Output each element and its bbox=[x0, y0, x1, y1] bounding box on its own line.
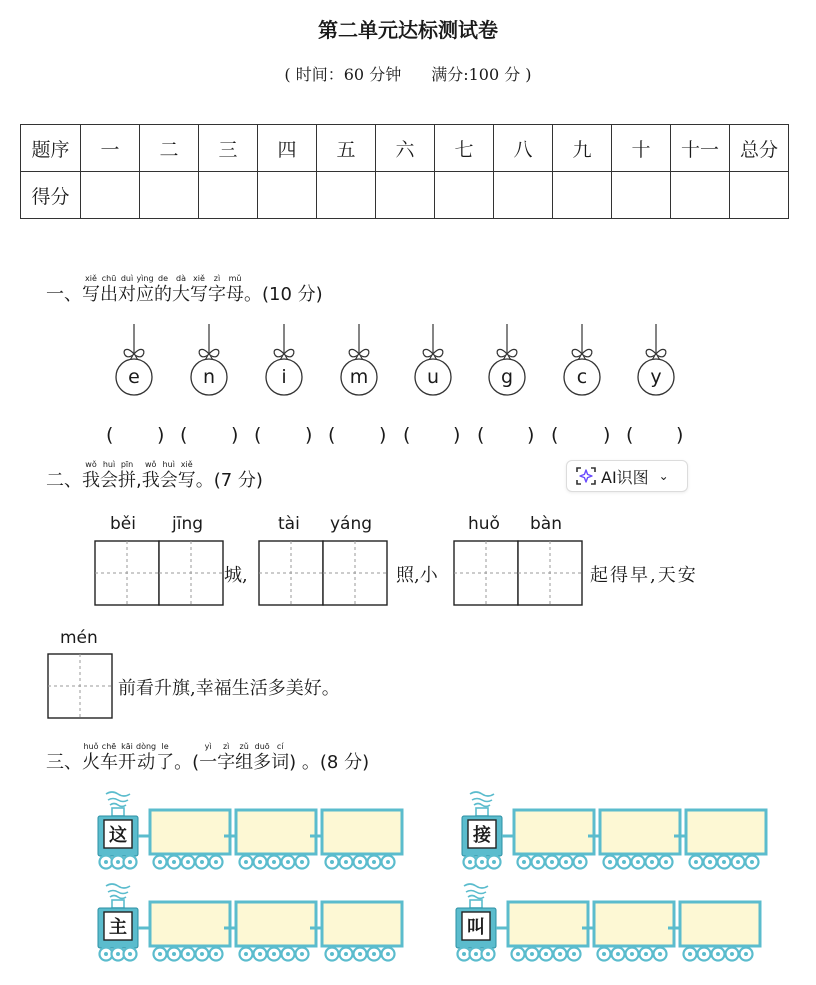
paren-open: ( bbox=[477, 424, 485, 446]
ai-button-label: AI识图 bbox=[601, 467, 649, 487]
ruby-char: zì 字 bbox=[208, 274, 226, 305]
time-limit: ( 时间：60 分钟 bbox=[284, 65, 402, 84]
letter-ornament bbox=[339, 324, 379, 396]
table-cell: 总分 bbox=[730, 125, 789, 172]
paren-open: ( bbox=[626, 424, 634, 446]
score-cell[interactable] bbox=[671, 172, 730, 219]
train bbox=[94, 788, 410, 876]
ruby-char: dòng 动 bbox=[136, 742, 157, 773]
ruby-char: xiě 写 bbox=[190, 274, 208, 305]
letter-ornament bbox=[264, 324, 304, 396]
table-cell: 十 bbox=[612, 125, 671, 172]
score-cell[interactable] bbox=[494, 172, 553, 219]
letter-text: y bbox=[650, 366, 662, 388]
section-number: 二、 bbox=[46, 470, 82, 491]
score-cell[interactable] bbox=[199, 172, 258, 219]
ruby-char: huì 会 bbox=[159, 460, 178, 491]
answer-blank[interactable] bbox=[491, 424, 525, 448]
paren-close: ) bbox=[157, 424, 165, 446]
paren-open: ( bbox=[403, 424, 411, 446]
letter-text: e bbox=[128, 366, 140, 388]
letter-ornament bbox=[636, 324, 676, 396]
ruby-char: huì 会 bbox=[100, 460, 118, 491]
table-cell: 七 bbox=[435, 125, 494, 172]
paren-close: ) bbox=[453, 424, 461, 446]
train-car-answer-box[interactable] bbox=[682, 904, 758, 944]
score-cell[interactable] bbox=[612, 172, 671, 219]
ruby-char: pīn 拼 bbox=[118, 460, 136, 491]
ruby-char: chū 出 bbox=[100, 274, 118, 305]
ai-recognize-button[interactable] bbox=[566, 460, 688, 492]
letter-text: u bbox=[426, 366, 440, 388]
table-cell: 八 bbox=[494, 125, 553, 172]
ruby-char: wǒ 我 bbox=[141, 460, 160, 491]
train-head-character: 主 bbox=[109, 917, 127, 938]
ruby-char: xiě 写 bbox=[82, 274, 100, 305]
ruby-char: chē 车 bbox=[100, 742, 118, 773]
paren-open: ( bbox=[254, 424, 262, 446]
ruby-char: yì 一 bbox=[199, 742, 218, 773]
train-car-answer-box[interactable] bbox=[602, 812, 678, 852]
section-1-heading bbox=[46, 274, 323, 306]
sentence-text: 照,小 bbox=[396, 565, 438, 586]
train-head-character: 叫 bbox=[467, 917, 485, 938]
section-number: 三、 bbox=[46, 752, 82, 773]
paren-close: ) bbox=[603, 424, 611, 446]
score-cell[interactable] bbox=[81, 172, 140, 219]
letter-text: n bbox=[202, 366, 216, 388]
ruby-char: kāi 开 bbox=[118, 742, 136, 773]
score-cell[interactable] bbox=[553, 172, 612, 219]
train-car-answer-box[interactable] bbox=[688, 812, 764, 852]
score-table bbox=[20, 124, 789, 219]
train bbox=[452, 880, 768, 968]
pinyin-word: huǒ bbox=[468, 514, 500, 534]
ruby-char: yìng 应 bbox=[136, 274, 154, 305]
score-cell[interactable] bbox=[435, 172, 494, 219]
paren-open: ( bbox=[328, 424, 336, 446]
letter-text: c bbox=[576, 366, 588, 388]
chevron-down-icon: ⌄ bbox=[658, 469, 669, 483]
pinyin-word: bàn bbox=[530, 514, 562, 534]
table-cell: 得分 bbox=[21, 172, 81, 219]
pinyin-word: yáng bbox=[330, 514, 373, 534]
ruby-char: mǔ 母 bbox=[226, 274, 244, 305]
tianzige-grid[interactable] bbox=[453, 540, 583, 606]
score-cell[interactable] bbox=[317, 172, 376, 219]
page-title: 第二单元达标测试卷 bbox=[318, 18, 498, 42]
section-3-heading bbox=[46, 742, 369, 774]
pinyin-word: jīng bbox=[172, 514, 204, 534]
table-cell: 十一 bbox=[671, 125, 730, 172]
answer-blank[interactable] bbox=[120, 424, 154, 448]
ruby-char: le 了 bbox=[156, 742, 175, 773]
paren-close: ) bbox=[676, 424, 684, 446]
score-table-header-row bbox=[21, 125, 789, 172]
ruby-char: cí 词 bbox=[271, 742, 290, 773]
train-car-answer-box[interactable] bbox=[152, 812, 228, 852]
train bbox=[458, 788, 774, 876]
section-score: 。(7 分) bbox=[195, 470, 263, 491]
pinyin-word: mén bbox=[60, 628, 98, 648]
train-head-character: 接 bbox=[473, 825, 491, 846]
answer-blank[interactable] bbox=[640, 424, 674, 448]
answer-blank[interactable] bbox=[565, 424, 599, 448]
pinyin-word: tài bbox=[278, 514, 300, 534]
letter-ornament bbox=[189, 324, 229, 396]
train-car-answer-box[interactable] bbox=[238, 812, 314, 852]
train-car-answer-box[interactable] bbox=[238, 904, 314, 944]
ruby-char: wǒ 我 bbox=[82, 460, 100, 491]
paren-close: ) bbox=[379, 424, 387, 446]
paren-close: ) bbox=[305, 424, 313, 446]
letter-text: m bbox=[349, 366, 369, 388]
sentence-text: 前看升旗,幸福生活多美好。 bbox=[118, 678, 340, 699]
train-car-answer-box[interactable] bbox=[596, 904, 672, 944]
ruby-char: de 的 bbox=[154, 274, 172, 305]
paren-close: ) bbox=[527, 424, 535, 446]
section-text: 。( bbox=[174, 752, 200, 773]
train-car-answer-box[interactable] bbox=[324, 812, 400, 852]
tianzige-grid[interactable] bbox=[258, 540, 388, 606]
table-cell: 六 bbox=[376, 125, 435, 172]
train-car-answer-box[interactable] bbox=[516, 812, 592, 852]
table-cell: 九 bbox=[553, 125, 612, 172]
answer-blank[interactable] bbox=[268, 424, 302, 448]
section-score: ) 。(8 分) bbox=[289, 752, 370, 773]
paren-open: ( bbox=[551, 424, 559, 446]
train-car-answer-box[interactable] bbox=[510, 904, 586, 944]
ruby-char: duì 对 bbox=[118, 274, 136, 305]
ruby-char: zǔ 组 bbox=[235, 742, 254, 773]
ruby-char: zì 字 bbox=[217, 742, 236, 773]
sentence-text: 城, bbox=[224, 565, 248, 586]
table-cell: 题序 bbox=[21, 125, 81, 172]
table-cell: 二 bbox=[140, 125, 199, 172]
full-score: 满分:100 分 ) bbox=[431, 65, 532, 84]
section-score: 。(10 分) bbox=[244, 284, 323, 305]
pinyin-word: běi bbox=[110, 514, 136, 534]
score-cell[interactable] bbox=[258, 172, 317, 219]
answer-blank[interactable] bbox=[417, 424, 451, 448]
train-car-answer-box[interactable] bbox=[324, 904, 400, 944]
sentence-text: 起得早,天安 bbox=[590, 565, 698, 586]
table-cell: 四 bbox=[258, 125, 317, 172]
ruby-char: dà 大 bbox=[172, 274, 190, 305]
table-cell: 一 bbox=[81, 125, 140, 172]
score-cell[interactable] bbox=[140, 172, 199, 219]
letter-ornament bbox=[413, 324, 453, 396]
ai-sparkle-scan-icon bbox=[575, 465, 597, 487]
letter-ornament bbox=[114, 324, 154, 396]
letter-text: g bbox=[500, 366, 514, 388]
answer-blank[interactable] bbox=[342, 424, 376, 448]
ruby-char: , bbox=[136, 470, 142, 491]
paren-open: ( bbox=[180, 424, 188, 446]
train-head-character: 这 bbox=[109, 825, 127, 846]
score-cell[interactable] bbox=[730, 172, 789, 219]
letter-ornament bbox=[562, 324, 602, 396]
paren-open: ( bbox=[106, 424, 114, 446]
ruby-char: huǒ 火 bbox=[82, 742, 100, 773]
answer-blank[interactable] bbox=[194, 424, 228, 448]
tianzige-grid[interactable] bbox=[47, 653, 113, 719]
section-number: 一、 bbox=[46, 284, 82, 305]
tianzige-grid[interactable] bbox=[94, 540, 224, 606]
train-car-answer-box[interactable] bbox=[152, 904, 228, 944]
ruby-char: duō 多 bbox=[253, 742, 272, 773]
letter-ornament bbox=[487, 324, 527, 396]
train bbox=[94, 880, 410, 968]
paren-close: ) bbox=[231, 424, 239, 446]
time-score-info bbox=[0, 62, 816, 85]
table-cell: 三 bbox=[199, 125, 258, 172]
section-2-heading bbox=[46, 460, 263, 492]
table-cell: 五 bbox=[317, 125, 376, 172]
ruby-char: xiě 写 bbox=[177, 460, 196, 491]
score-table-score-row bbox=[21, 172, 789, 219]
letter-text: i bbox=[281, 366, 287, 388]
score-cell[interactable] bbox=[376, 172, 435, 219]
